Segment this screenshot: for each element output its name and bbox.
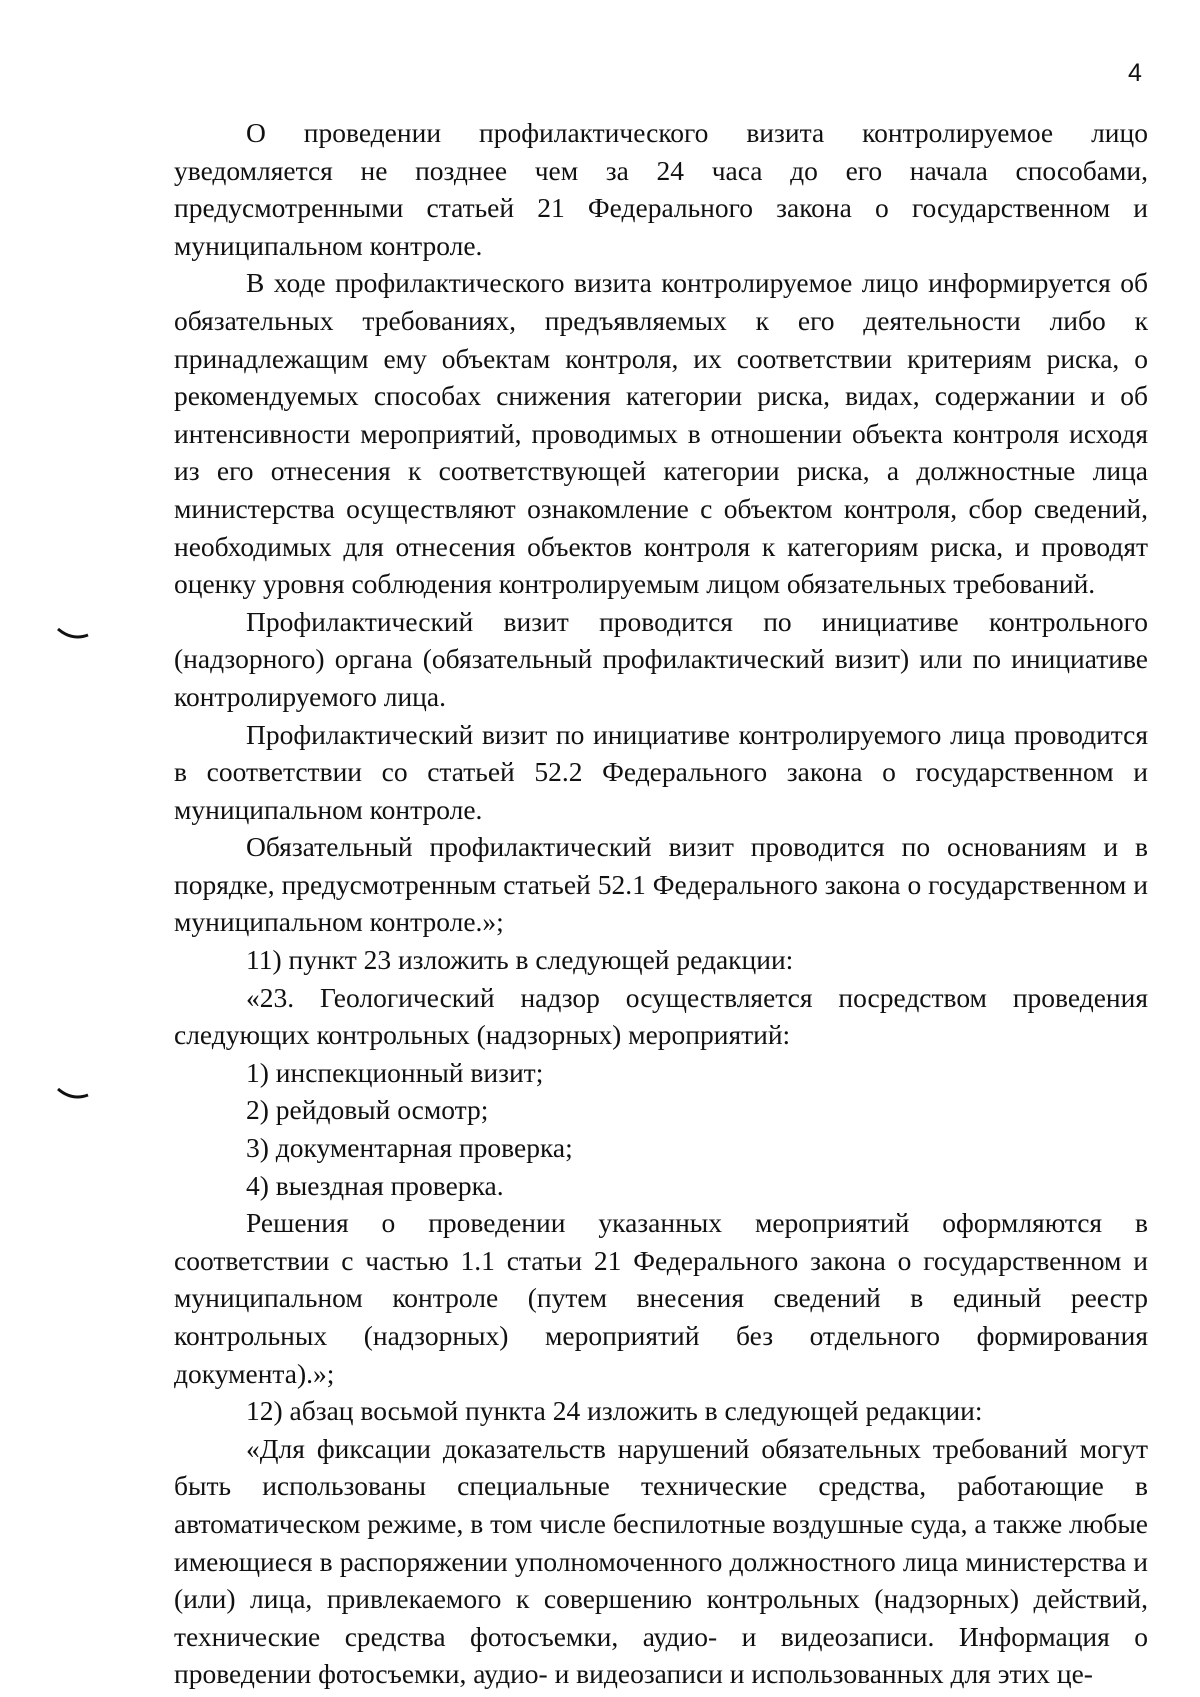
page-number: 4 [1128, 59, 1142, 87]
paragraph: Профилактический визит проводится по инициативе контрольного (надзорного) органа (обязательный профилактический визит) или по инициативе контролируемого лица. [174, 605, 1148, 712]
margin-mark [56, 1087, 90, 1101]
list-item: 12) абзац восьмой пункта 24 изложить в следующей редакции: [246, 1395, 983, 1427]
paragraph: В ходе профилактического визита контролируемое лицо информируется об обязательных требованиях, предъявляемых к его деятельности либо к принадлежащим ему объектам контроля, их соответствии критериям риска, о рекомендуемых способах снижения категории риска, видах, содержании и об интенсивности мероприятий, проводимых в отношении объекта контроля исходя из его отнесения к соответствующей категории риска, а должностные лица министерства осуществляют ознакомление с объектом контроля, сбор сведений, необходимых для отнесения объектов контроля к категориям риска, и проводят оценку уровня соблюдения контролируемым лицом обязательных требований. [174, 267, 1148, 600]
list-item: 4) выездная проверка. [246, 1169, 504, 1201]
list-item: 2) рейдовый осмотр; [246, 1094, 489, 1126]
margin-mark [56, 627, 90, 641]
paragraph: Обязательный профилактический визит проводится по основаниям и в порядке, предусмотренным статьей 52.1 Федерального закона о государственном и муниципальном контроле.»; [174, 831, 1148, 938]
list-item: 3) документарная проверка; [246, 1132, 573, 1164]
paragraph: «Для фиксации доказательств нарушений обязательных требований могут быть использованы специальные технические средства, работающие в автоматическом режиме, в том числе беспилотные воздушные суда, а также любые имеющиеся в распоряжении уполномоченного должностного лица министерства и (или) лица, привлекаемого к совершению контрольных (надзорных) действий, технические средства фотосъемки, аудио- и видеозаписи. Информация о проведении фотосъемки, аудио- и видеозаписи и использованных для этих це- [174, 1432, 1148, 1690]
paragraph: «23. Геологический надзор осуществляется посредством проведения следующих контрольных (надзорных) мероприятий: [174, 981, 1148, 1051]
paragraph: Решения о проведении указанных мероприятий оформляются в соответствии с частью 1.1 статьи 21 Федерального закона о государственном и муниципальном контроле (путем внесения сведений в единый реестр контрольных (надзорных) мероприятий без отдельного формирования документа).»; [174, 1207, 1148, 1389]
paragraph: Профилактический визит по инициативе контролируемого лица проводится в соответствии со статьей 52.2 Федерального закона о государственном и муниципальном контроле. [174, 718, 1148, 825]
document-body [174, 114, 1148, 1693]
list-item: 11) пункт 23 изложить в следующей редакции: [246, 944, 794, 976]
list-item: 1) инспекционный визит; [246, 1056, 544, 1088]
paragraph: О проведении профилактического визита контролируемое лицо уведомляется не позднее чем за 24 часа до его начала способами, предусмотренными статьей 21 Федерального закона о государственном и муниципальном контроле. [174, 117, 1148, 261]
